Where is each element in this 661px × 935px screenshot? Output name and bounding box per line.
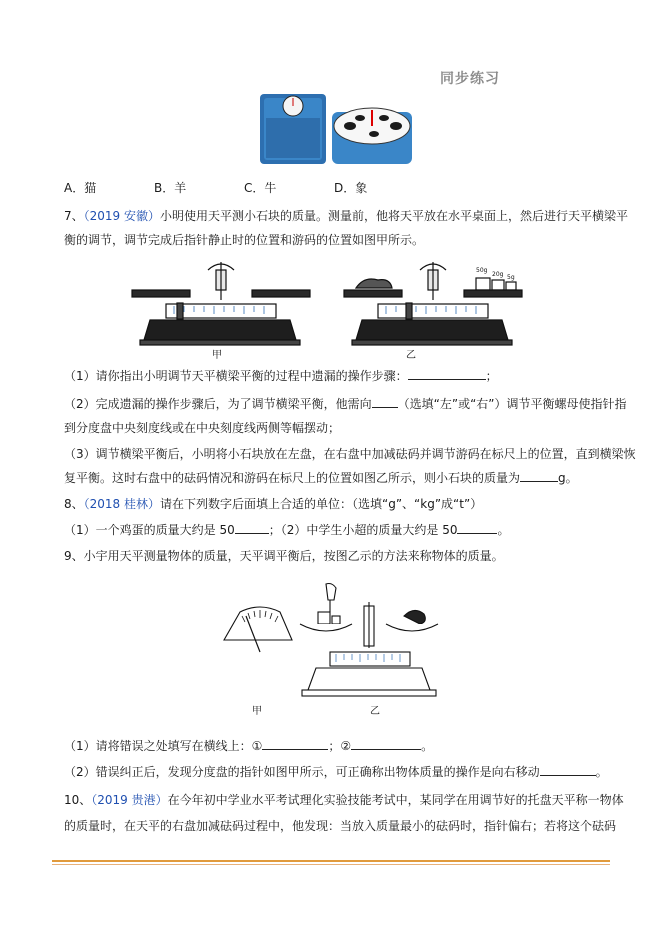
q7-source: （2019 安徽） bbox=[83, 209, 160, 223]
q8-blank-2[interactable] bbox=[457, 522, 497, 534]
q7-part2-line1: （2）完成遗漏的操作步骤后，为了调节横梁平衡，他需向 （选填“左”或“右”）调节平衡螺母使指针指 bbox=[64, 397, 627, 411]
animal-scale-image bbox=[332, 108, 412, 164]
q9-part1: （1）请将错误之处填写在横线上：① ；② 。 bbox=[64, 739, 434, 753]
q7-stem-line2: 衡的调节，调节完成后指针静止时的位置和游码的位置如图甲所示。 bbox=[64, 233, 425, 247]
q9-label-a: 甲 bbox=[252, 706, 262, 716]
q8-parts: （1）一个鸡蛋的质量大约是 50 ；（2）中学生小超的质量大约是 50 。 bbox=[64, 523, 510, 537]
q9-balance-figure bbox=[220, 582, 442, 716]
balance-a-label: 甲 bbox=[212, 350, 222, 361]
q7-part2-line2: 到分度盘中央刻度线或在中央刻度线两侧等幅摆动； bbox=[64, 421, 341, 435]
q6-scales-photo bbox=[258, 92, 414, 166]
bathroom-scale-image bbox=[260, 94, 326, 164]
q9-stem: 9、小宇用天平测量物体的质量，天平调平衡后，按图乙示的方法来称物体的质量。 bbox=[64, 549, 504, 563]
q7-blank-3[interactable] bbox=[520, 470, 558, 482]
q7-stem-line1: 7、（2019 安徽）小明使用天平测小石块的质量。测量前，他将天平放在水平桌面上，然后进行天平横梁平 bbox=[64, 209, 629, 223]
weight-label-50g: 50g bbox=[476, 267, 488, 274]
footer-divider-thin bbox=[52, 864, 610, 865]
q10-stem-line2: 的质量时，在天平的右盘加减砝码过程中，他发现：当放入质量最小的砝码时，指针偏右；若将这个砝码 bbox=[64, 819, 617, 833]
q8-stem: 8、（2018 桂林）请在下列数字后面填上合适的单位：（选填“g”、“kg”成“t”） bbox=[64, 497, 483, 511]
balance-a bbox=[132, 262, 310, 345]
balance-b-label: 乙 bbox=[406, 350, 416, 361]
q9-label-b: 乙 bbox=[370, 706, 380, 716]
q9-blank-1[interactable] bbox=[262, 738, 328, 750]
q7-part3-line2: 复平衡。这时右盘中的砝码情况和游码在标尺上的位置如图乙所示，则小石块的质量为 g。 bbox=[64, 471, 578, 485]
q6-option-c: C．牛 bbox=[244, 181, 277, 195]
weight-label-5g: 5g bbox=[507, 274, 515, 281]
dial-a bbox=[224, 607, 292, 652]
q9-part2: （2）错误纠正后，发现分度盘的指针如图甲所示，可正确称出物体质量的操作是向右移动 。 bbox=[64, 765, 608, 779]
q8-blank-1[interactable] bbox=[235, 522, 269, 534]
q10-stem-line1: 10、（2019 贵港）在今年初中学业水平考试理化实验技能考试中，某同学在用调节好的托盘天平称一物体 bbox=[64, 793, 624, 807]
q7-blank-1[interactable] bbox=[408, 368, 486, 380]
q6-option-b: B．羊 bbox=[154, 181, 187, 195]
q10-source: （2019 贵港） bbox=[91, 793, 168, 807]
q6-option-d: D．象 bbox=[334, 181, 368, 195]
q8-source: （2018 桂林） bbox=[83, 497, 160, 511]
balance-q9 bbox=[300, 584, 438, 697]
q9-blank-3[interactable] bbox=[540, 764, 596, 776]
footer-divider bbox=[52, 860, 610, 862]
weight-label-20g: 20g bbox=[492, 271, 504, 278]
q6-option-a: A．猫 bbox=[64, 181, 97, 195]
q9-blank-2[interactable] bbox=[351, 738, 421, 750]
q7-blank-2[interactable] bbox=[372, 396, 398, 408]
page-header-title: 同步练习 bbox=[440, 71, 500, 87]
q7-part1: （1）请你指出小明调节天平横梁平衡的过程中遗漏的操作步骤： ； bbox=[64, 369, 498, 383]
q7-balances-figure bbox=[130, 254, 530, 362]
q7-part3-line1: （3）调节横梁平衡后，小明将小石块放在左盘，在右盘中加减砝码并调节游码在标尺上的位置，直到横梁恢 bbox=[64, 447, 636, 461]
